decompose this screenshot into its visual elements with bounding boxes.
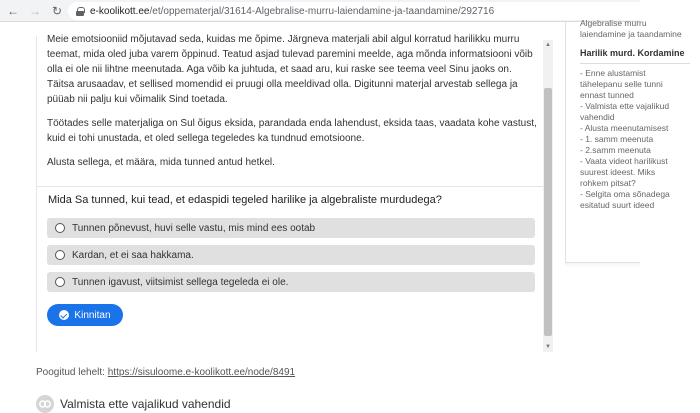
toc-item[interactable]: vahendid bbox=[580, 112, 615, 122]
intro-paragraph-1: Meie emotsiooniid mõjutavad seda, kuidas me õpime. Järgneva materjali abil algul korratud harilikku murru teemat, mida oled juba varem õppinud. Teatud asjad tulevad paremini meelde, aga mõnda informatsiooni võib olla ei ole nii lihtne meenutada. Aga võib ka juhtuda, et saad aru, kui raske see teema veel Sinu jaoks on. Täitsa arusaadav, et sellised momendid ei pruugi olla meeldivad olla. Digitunni materjal arvestab sellega ja püüab nii palju kui võimalik Sind toetada. bbox=[47, 34, 533, 105]
table-of-contents bbox=[565, 18, 685, 262]
toc-item[interactable]: tähelepanu selle tunni bbox=[580, 79, 663, 89]
embedded-activity-frame bbox=[36, 36, 556, 352]
scroll-up-arrow-icon[interactable]: ▲ bbox=[545, 42, 551, 48]
toc-item[interactable]: - Alusta meenutamisest bbox=[580, 123, 669, 133]
answer-option-label: Kardan, et ei saa hakkama. bbox=[72, 249, 194, 261]
answer-option-label: Tunnen igavust, viitsimist sellega tegeleda ei ole. bbox=[72, 276, 289, 288]
radio-icon[interactable] bbox=[55, 250, 65, 260]
lock-icon bbox=[76, 7, 84, 16]
intro-paragraph-3: Alusta sellega, et määra, mida tunned antud hetkel. bbox=[47, 157, 275, 168]
toc-item[interactable]: rohkem pitsat? bbox=[580, 178, 636, 188]
frame-scrollbar[interactable] bbox=[543, 40, 553, 352]
scroll-down-arrow-icon[interactable]: ▼ bbox=[545, 344, 551, 350]
toc-item[interactable]: suurest ideest. Miks bbox=[580, 167, 656, 177]
question-text: Mida Sa tunned, kui tead, et edaspidi tegeled harilike ja algebraliste murdudega? bbox=[48, 194, 442, 206]
next-section-header[interactable] bbox=[36, 395, 231, 413]
toc-item[interactable]: - Enne alustamist bbox=[580, 68, 646, 78]
toc-bottom-edge bbox=[565, 262, 640, 268]
reload-icon[interactable]: ↻ bbox=[51, 3, 63, 18]
answer-option-3[interactable] bbox=[47, 272, 535, 292]
answer-option-label: Tunnen põnevust, huvi selle vastu, mis mind ees ootab bbox=[72, 222, 316, 234]
toc-item[interactable]: - 1. samm meenuta bbox=[580, 134, 654, 144]
forward-arrow-icon[interactable]: → bbox=[29, 3, 41, 18]
radio-icon[interactable] bbox=[55, 223, 65, 233]
toc-item[interactable]: - Selgita oma sõnadega bbox=[580, 189, 670, 199]
toc-heading[interactable]: Harilik murd. Kordamine bbox=[580, 48, 685, 58]
url-host: e-koolikott.ee bbox=[90, 5, 150, 17]
back-arrow-icon[interactable]: ← bbox=[7, 3, 19, 18]
divider bbox=[37, 186, 545, 187]
toc-item[interactable]: - 2.samm meenuta bbox=[580, 145, 651, 155]
main-content bbox=[0, 22, 560, 411]
check-circle-icon bbox=[59, 310, 69, 320]
radio-icon[interactable] bbox=[55, 277, 65, 287]
toc-item[interactable]: - Vaata videot harilikust bbox=[580, 156, 668, 166]
address-bar[interactable] bbox=[68, 2, 640, 20]
toc-item[interactable]: - Valmista ette vajalikud bbox=[580, 101, 670, 111]
source-label: Poogitud lehelt: bbox=[36, 367, 105, 378]
submit-button[interactable] bbox=[47, 304, 123, 326]
browser-toolbar bbox=[0, 0, 640, 22]
toc-divider bbox=[580, 63, 690, 64]
section-title: Valmista ette vajalikud vahendid bbox=[60, 397, 231, 411]
answer-option-2[interactable] bbox=[47, 245, 535, 265]
toc-title-line-2: laiendamine ja taandamine bbox=[580, 29, 682, 39]
answer-option-1[interactable] bbox=[47, 218, 535, 238]
intro-paragraph-2: Töötades selle materjaliga on Sul õigus eksida, parandada enda lahendust, eksida taas, vaadata kohe vastust, kuid ei tohi unustada, et oled sellega tegeledes ka tundnud emotsioone. bbox=[47, 118, 537, 144]
submit-label: Kinnitan bbox=[74, 309, 111, 321]
link-icon bbox=[36, 395, 54, 413]
url-path: /et/oppematerjal/31614-Algebralise-murru-laiendamine-ja-taandamine/292716 bbox=[149, 5, 495, 17]
source-line bbox=[36, 367, 295, 378]
toc-title-line-1: Algebralise murru bbox=[580, 18, 647, 28]
toc-item[interactable]: ennast tunned bbox=[580, 90, 634, 100]
source-link[interactable]: https://sisuloome.e-koolikott.ee/node/8491 bbox=[107, 367, 296, 378]
scroll-thumb[interactable] bbox=[544, 88, 552, 336]
intro-text bbox=[47, 36, 541, 179]
toc-item[interactable]: esitatud suurt ideed bbox=[580, 200, 655, 210]
